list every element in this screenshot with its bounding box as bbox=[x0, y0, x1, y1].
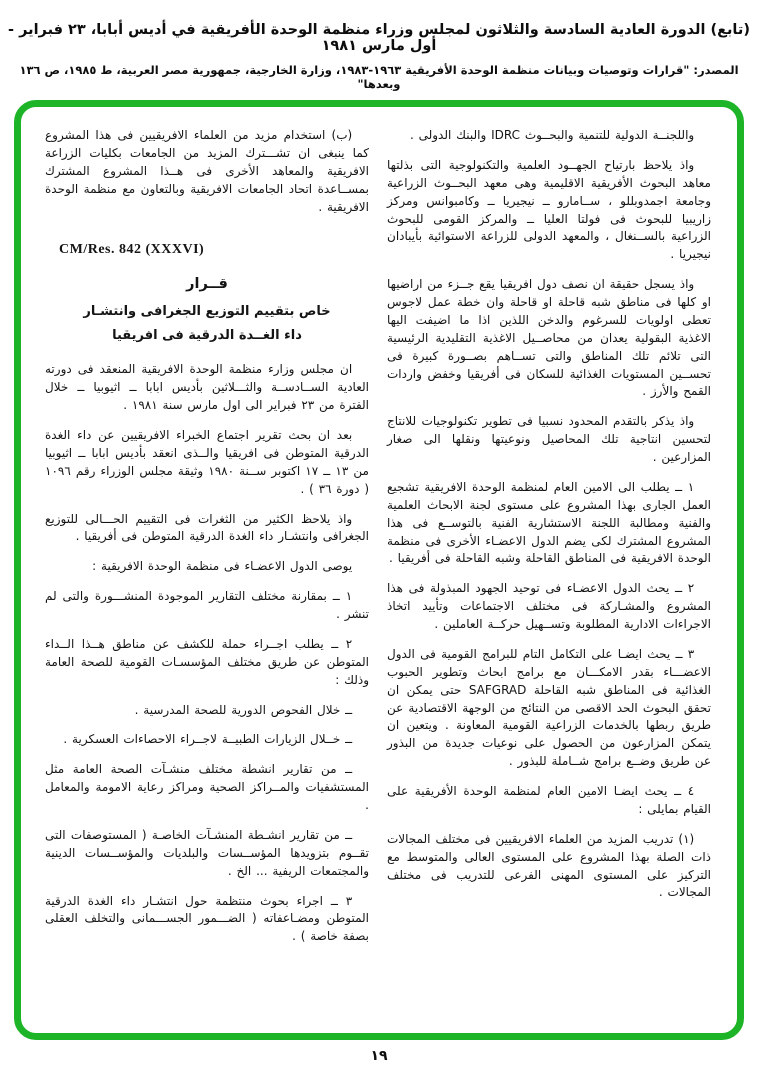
paragraph-item-2: ٢ ــ يطلب اجــراء حملة للكشف عن مناطق هــذا الــداء المتوطن عن طريق مختلف المؤسسـات القومية للصحة العامة وذلك : bbox=[45, 636, 369, 687]
paragraph-item-3: ٣ ــ يحث ايضـا على التكامل التام للبرامج القومية فى الدول الاعضـــاء بقدر الامكـــان مع برامج ابحاث وتطوير الحبوب الغذائية فى المناطق شبه القاحلة SAFGRAD حتى يمكن ان تحقق البحوث الحد الاقصى من النتائج من الوجهة الاقتصادية عن طريق ربطها بالخدمات الزراعية القومية المعاونة . ويتعين ان يتمكن المزارعون من الحصول على نوعيات جديدة من البذور عن طريق وضــع برامج شــاملة للبذور . bbox=[387, 646, 712, 769]
source-citation: المصدر: "قرارات وتوصيات وبيانات منظمة الوحدة الأفريقية ١٩٦٣-١٩٨٣، وزارة الخارجية، جمهورية مصر العربية، ط ١٩٨٥، ص ١٣٦ وبعدها" bbox=[19, 63, 739, 91]
paragraph-b: (ب) استخدام مزيد من العلماء الافريقيين فى هذا المشروع كما ينبغى ان تشـــترك المزيد من الجامعات بكليات الزراعة الافريقية والمعاهد الأخرى فى هــذا المشروع المشترك بمســاعدة اتحاد الجامعات الافريقية وبالتعاون مع منظمة الوحدة الافريقية . bbox=[45, 128, 369, 214]
document-body bbox=[21, 107, 737, 1033]
paragraph: واللجنــة الدولية للتنمية والبحــوث IDRC والبنك الدولى . bbox=[409, 128, 695, 142]
right-column bbox=[387, 127, 711, 1017]
session-title: (تابع) الدورة العادية السادسة والثلاثون لمجلس وزراء منظمة الوحدة الأفريقية في أديس أبابا، ٢٣ فبراير - أول مارس ١٩٨١ bbox=[8, 22, 750, 54]
paragraph: واذ يلاحظ بارتياح الجهــود العلمية والتكنولوجية التى بذلتها معاهد البحوث الأفريقية الاقليمية وهى معهد البحــوث الزراعية وجامعة اجمدوبللو ، ســامارو ــ نيجيريا ــ وكامبوانس ومركز زاريبيا للبحوث فى فولتا العليا ــ والمركز القومى للبحوث الزراعية بالســنغال ، والمعهد الدولى للزراعة الاستوائية بأيبادان نيجيريا . bbox=[387, 157, 711, 262]
dash-item: ــ من تقارير انشطة مختلف منشـآت الصحة العامة مثل المستشفيات والمــراكز الصحية ومراكز رعاية الامومة والمعامل . bbox=[45, 762, 369, 812]
paragraph-item-4: ٤ ــ يحث ايضـا الامين العام لمنظمة الوحدة الأفريقية على القيام بمايلى : bbox=[387, 784, 711, 816]
left-column bbox=[45, 127, 369, 1017]
decision-title: قــرار bbox=[186, 276, 228, 293]
dash-item: ــ من تقارير انشـطة المنشـآت الخاصـة ( المستوصفات التى تقــوم بتزويدها المؤســسات والبلديات والمؤســسات الدينية والمجتمعات الريفية ... الخ . bbox=[45, 827, 369, 878]
paragraph: يوصى الدول الاعضـاء فى منظمة الوحدة الافريقية : bbox=[92, 559, 353, 574]
page-number: ١٩ bbox=[370, 1048, 388, 1064]
paragraph-item-2: ٢ ــ يحث الدول الاعضـاء فى توحيد الجهود المبذولة فى هذا المشروع والمشـاركة فى مختلف الاجتماعات وتأييد اتخاذ الاجراءات الادارية المطلوبة وتســهيل حركــة العاملين . bbox=[387, 581, 711, 631]
dash-item: ــ خلال الفحوص الدورية للصحة المدرسية . bbox=[134, 702, 353, 717]
paragraph: واذ يسجل حقيقة ان نصف دول افريقيا يقع جــزء من اراضيها او كلها فى مناطق شبه قاحلة او قاحلة وان خطة عمل لاجوس تعطى اولويات للسرغوم والدخن اللذين اذا ما اضيفت اليها الاغذية البقولية يعدان من محاصــيل الاغذية التقليدية الرئيسية التى تلائم تلك المناطق والتى تســاهم بصــورة كبيرة فى تحســين المستويات الغذائية للسكان فى أفريقيا وخفض واردات القمح والأرز . bbox=[387, 277, 711, 399]
paragraph: ان مجلس وزارء منظمة الوحدة الافريقية المنعقد فى دورته العادية الســادســة والثـــلاثين بأديس ابابا ــ اثيوبيا ــ خلال الفترة من ٢٣ فبراير الى اول مارس سنة ١٩٨١ . bbox=[45, 362, 369, 413]
paragraph-item-3: ٣ ــ اجراء بحوث منتظمة حول انتشـار داء الغدة الدرقية المتوطن ومضـاعفاته ( الضـــمور الجســـمانى والتخلف العقلى بصفة خاصة ) . bbox=[45, 893, 369, 944]
paragraph-item-1: ١ ــ بمقارنة مختلف التقارير الموجودة المنشـــورة والتى لم تنشر . bbox=[45, 589, 369, 621]
paragraph-subitem-1: (١) تدريب المزيد من العلماء الافريقيين فى مختلف المجالات ذات الصلة بهذا المشروع على المستوى العالى والمتوسط مع التركيز على المستوى المهنى الفرعى للتدريب فى مختلف المجالات . bbox=[387, 831, 711, 900]
page-header bbox=[0, 0, 758, 91]
paragraph: واذ يلاحظ الكثير من الثغرات فى التقييم الحـــالى للتوزيع الجغرافى وانتشـار داء الغدة الدرقية المتوطن فى أفريقيا . bbox=[45, 511, 369, 544]
decision-subtitle-line2: داء الغــدة الدرقية فى افريقيا bbox=[112, 328, 302, 344]
dash-item: ــ خــلال الزيارات الطبيــة لاجــراء الاحصاءات العسكرية . bbox=[63, 732, 353, 747]
paragraph: واذ يذكر بالتقدم المحدود نسبيا فى تطوير تكنولوجيات للانتاج لتحسين انتاجية تلك المحاصيل ونوعيتها ونقلها الى صغار المزارعين . bbox=[387, 414, 711, 464]
paragraph: بعد ان بحث تقرير اجتماع الخبراء الافريقيين عن داء الغدة الدرقية المتوطن فى افريقيا والــذى انعقد بأديس ابابا ــ اثيوبيا من ١٣ ــ ١٧ اكتوبر ســنة ١٩٨٠ وثيقة مجلس الوزراء رقم ١٠٩٦ ( دورة ٣٦ ) . bbox=[45, 428, 369, 496]
paragraph-item-1: ١ ــ يطلب الى الامين العام لمنظمة الوحدة الافريقية تشجيع العمل الجارى بهذا المشروع على مستوى لجنة الابحاث العلمية والفنية ومطالبة اللجنة الاستشارية الفنية بالتوســع فى هذا المشروع المشترك لكى يضم الدول الاعضـاء الأخرى فى منظمة الوحدة الافريقية فى المناطق القاحلة وشبه القاحلة فى أفريقيا . bbox=[387, 479, 711, 566]
decision-subtitle-line1: خاص بتقييم التوزيع الجغرافى وانتشـار bbox=[83, 304, 331, 320]
green-border-frame bbox=[14, 100, 744, 1040]
resolution-reference: CM/Res. 842 (XXXVI) bbox=[59, 242, 205, 258]
